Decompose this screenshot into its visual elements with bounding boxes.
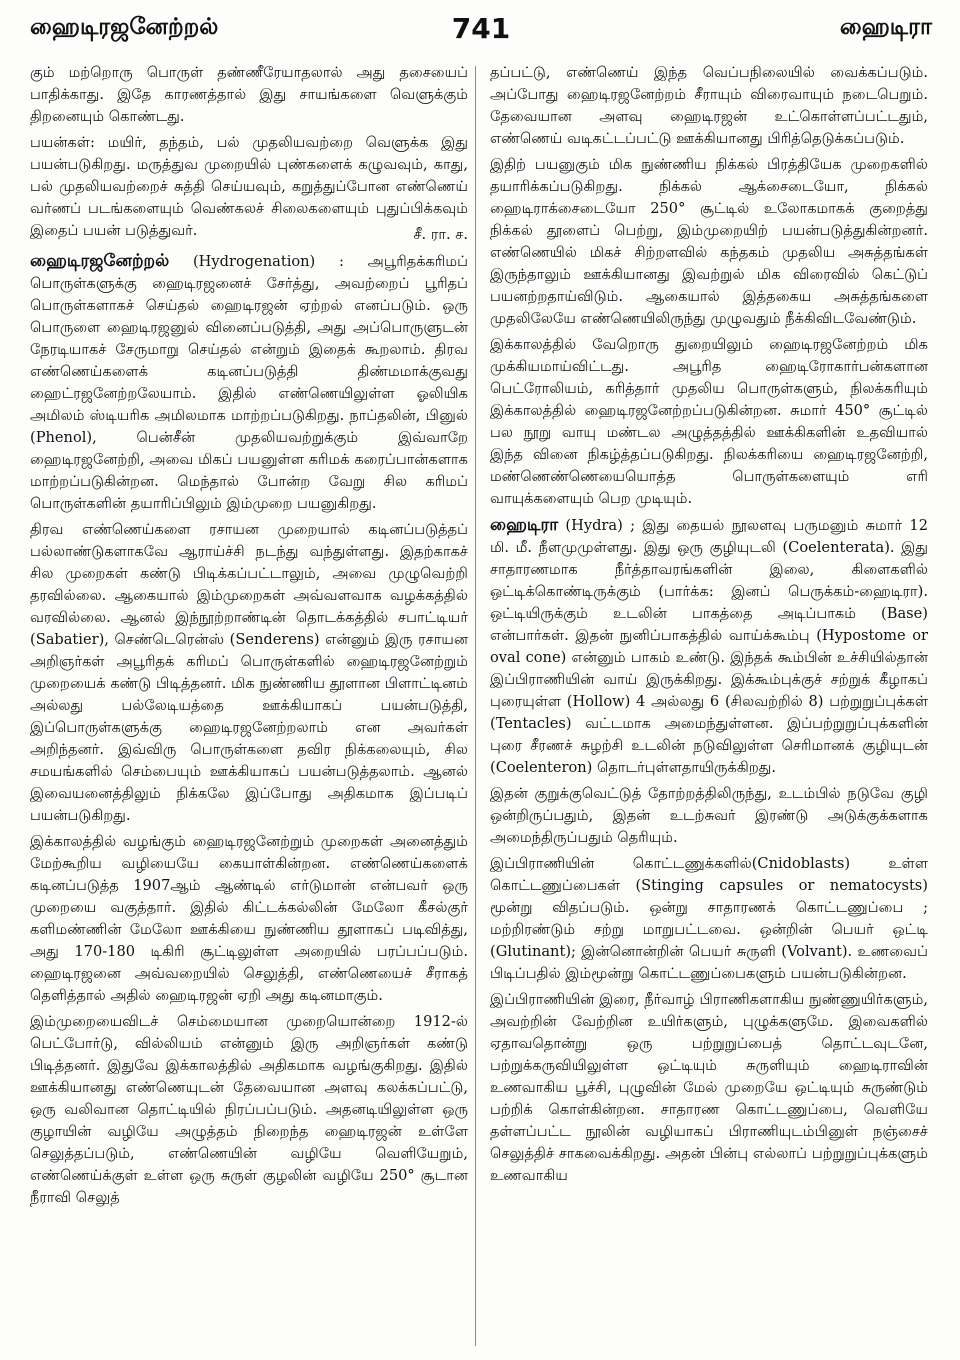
- entry-headword: ஹைடிரா: [490, 515, 559, 535]
- paragraph: இதிற் பயனுகும் மிக நுண்ணிய நிக்கல் பிரத்தியேக முறைகளில் தயாரிக்கப்படுகிறது. நிக்கல் ஆக்சைடையோ, நிக்கல் ஹைடிராக்சைடையோ 250° சூட்டில் உலோகமாகக் குறைத்து நிக்கல் தூளைப் பெற்று, இம்முறையிற் பயன்படுத்துகின்றனர். எண்ணெயில் மிகச் சிற்றளவில் கந்தகம் முதலிய அசுத்தங்கள் இருந்தாலும் ஊக்கியானது இவற்றுல் மிக விரைவில் கெட்டுப் பயனற்றதாய்விடும். ஆகையால் இத்தகைய அசுத்தங்களை முதலிலேயே எண்ணெயிலிருந்து முழுவதும் நீக்கிவிடவேண்டும்.: [490, 156, 928, 327]
- page-header: [30, 14, 932, 48]
- paragraph: கும் மற்றொரு பொருள் தண்ணீரேயாதலால் அது தசையைப் பாதிக்காது. இதே காரணத்தால் இது சாயங்களை வெளுக்கும் திறனையும் கொண்டது.: [30, 64, 468, 125]
- paragraph: தப்பட்டு, எண்ணெய் இந்த வெப்பநிலையில் வைக்கப்படும். அப்போது ஹைடிரஜனேற்றம் சீராயும் விரைவாயும் நடைபெறும். தேவையான அளவு ஹைடிரஜன் உட்கொள்ளப்பட்டதும், எண்ணெய் வடிகட்டப்பட்டு ஊக்கியானது பிரித்தெடுக்கப்படும்.: [490, 64, 928, 147]
- paragraph: இதன் குறுக்குவெட்டுத் தோற்றத்திலிருந்து, உடம்பில் நடுவே குழி ஒன்றிருப்பதும், இதன் உடற்சுவர் இரண்டு அடுக்குக்களாக அமைந்திருப்பதும் தெரியும்.: [490, 785, 928, 846]
- running-head-left: ஹைடிரஜனேற்றல்: [30, 14, 219, 40]
- entry-headword: ஹைடிரஜனேற்றல்: [30, 251, 170, 271]
- entry-text: இது தையல் நூலளவு பருமனும் சுமார் 12 மி. மீ. நீளமுமுள்ளது. இது ஒரு குழியுடலி (Coelenterata). இது சாதாரணமாக நீர்த்தாவரங்களின் இலை, கிளைகளில் ஒட்டிக்கொண்டிருக்கும் (பார்க்க: இனப் பெருக்கம்-ஹைடிரா). ஒட்டியிருக்கும் உடலின் பாகத்தை அடிப்பாகம் (Base) என்பார்கள். இதன் நுனிப்பாகத்தில் வாய்க்கூம்பு (Hypostome or oval cone) என்னும் பாகம் உண்டு. இந்தக் கூம்பின் உச்சியில்தான் இப்பிராணியின் வாய் இருக்கிறது. இக்கூம்புக்குச் சற்றுக் கீழாகப் புரையுள்ள (Hollow) 4 அல்லது 6 (சிலவற்றில் 8) பற்றுறுப்புக்கள் (Tentacles) வட்டமாக அமைந்துள்ளன. இப்பற்றுறுப்புக்களின் புரை சீரணச் சுழற்சி உடலின் நடுவிலுள்ள செரிமானக் குழியுடன் (Coelenteron) தொடர்புள்ளதாயிருக்கிறது.: [490, 517, 928, 776]
- author-initials: சீ. ரா. ச.: [413, 226, 468, 243]
- entry-headword-english: (Hydrogenation) :: [192, 253, 344, 270]
- paragraph: இக்காலத்தில் வேறொரு துறையிலும் ஹைடிரஜனேற்றம் மிக முக்கியமாய்விட்டது. அபூரித ஹைடிரோகார்பன்களான பெட்ரோலியம், கரித்தார் முதலிய பொருள்களும், நிலக்கரியும் இக்காலத்தில் ஹைடிரஜனேற்றப்படுகின்றன. சுமார் 450° சூட்டில் பல நூறு வாயு மண்டல அழுத்தத்தில் ஊக்கிகளின் உதவியால் இந்த வினை நிகழ்த்தப்படுகிறது. நிலக்கரியை ஹைடிரஜனேற்றி, மண்ணெண்ணெயையொத்த பொருள்களையும் எரி வாயுக்களையும் பெற முடியும்.: [490, 336, 928, 507]
- entry-paragraph: [30, 250, 468, 515]
- paragraph: இம்முறையைவிடச் செம்மையான முறையொன்றை 1912-ல் பெட்போர்டு, வில்லியம் என்னும் இரு அறிஞர்கள் கண்டு பிடித்தனர். இதுவே இக்காலத்தில் அதிகமாக வழங்குகிறது. இதில் ஊக்கியானது எண்ணெயுடன் தேவையான அளவு கலக்கப்பட்டு, ஒரு வலிவான தொட்டியில் நிரப்பப்படும். அதனடியிலுள்ள ஒரு குழாயின் வழியே அழுத்தம் நிறைந்த ஹைடிரஜன் உள்ளே செலுத்தப்படும், எண்ணெயின் வழியே வெளியேறும், எண்ணெய்க்குள் உள்ள ஒரு சுருள் குழலின் வழியே 250° சூடான நீராவி செலுத்: [30, 1013, 468, 1206]
- page-number: 741: [451, 12, 511, 45]
- right-column: [490, 62, 928, 1350]
- column-divider: [475, 66, 476, 1346]
- paragraph: இக்காலத்தில் வழங்கும் ஹைடிரஜனேற்றும் முறைகள் அனைத்தும் மேற்கூறிய வழியையே கையாள்கின்றன. எண்ணெய்களைக் கடினப்படுத்த 1907ஆம் ஆண்டில் எர்டுமான் என்பவர் ஒரு முறையை வகுத்தார். இதில் கிட்டக்கல்லின் மேலோ கீசல்குர் களிமண்ணின் மேலோ ஊக்கியை நுண்ணிய தூளாகப் படிவித்து, அது 170-180 டிகிரி சூட்டிலுள்ள அறையில் பரப்பப்படும். ஹைடிரஜனை அவ்வறையில் செலுத்தி, எண்ணெயைச் சீராகத் தெளித்தால் அதில் ஹைடிரஜன் ஏறி அது கடினமாகும்.: [30, 833, 468, 1004]
- paragraph: இப்பிராணியின் கொட்டணுக்களில்(Cnidoblasts) உள்ள கொட்டணுப்பைகள் (Stinging capsules or nematocysts) மூன்று விதப்படும். ஒன்று சாதாரணக் கொட்டணுப்பை ; மற்றிரண்டும் சற்று மாறுபட்டவை. ஒன்றின் பெயர் ஒட்டி (Glutinant); இன்னொன்றின் பெயர் சுருளி (Volvant). உணவைப் பிடிப்பதில் இம்மூன்று கொட்டணுப்பைகளும் பயன்படுகின்றன.: [490, 855, 928, 982]
- entry-headword-english: (Hydra) ;: [565, 517, 636, 534]
- left-column: [30, 62, 468, 1350]
- entry-text: அபூரிதக்கரிமப் பொருள்களுக்கு ஹைடிரஜனைச் சேர்த்து, அவற்றைப் பூரிதப் பொருள்களாகச் செய்தல் ஹைடிரஜன் ஏற்றல் எனப்படும். ஒரு பொருளை ஹைடிரஜனுல் வினைப்படுத்தி, அது அப்பொருளுடன் நேரடியாகச் சேருமாறு செய்தல் என்றும் இதைக் கூறலாம். திரவ எண்ணெய்களைக் கடினப்படுத்தி திண்மமாக்குவது ஹைட்ரஜனேற்றலேயாம். இதில் எண்ணெயிலுள்ள ஓலியிக அமிலம் ஸ்டியரிக அமிலமாக மாற்றப்படுகிறது. நாப்தலின், பினுல் (Phenol), பென்சீன் முதலியவற்றுக்கும் இவ்வாறே ஹைடிரஜனேற்றி, அவை மிகப் பயனுள்ள கரிமக் கரைப்பான்களாக மாற்றப்படுகின்றன. மெந்தால் போன்ற வேறு சில கரிமப் பொருள்களின் தயாரிப்பிலும் இம்முறை பயனுகிறது.: [30, 253, 468, 512]
- entry-paragraph: [490, 514, 928, 779]
- running-head-right: ஹைடிரா: [839, 14, 932, 40]
- paragraph: திரவ எண்ணெய்களை ரசாயன முறையால் கடினப்படுத்தப் பல்லாண்டுகளாகவே ஆராய்ச்சி நடந்து வந்துள்ளது. இதற்காகச் சில முறைகள் கண்டு பிடிக்கப்பட்டாலும், அவை முழுவெற்றி தரவில்லை. ஆகையால் இம்முறைகள் அவ்வளவாக வழக்கத்தில் வரவில்லை. ஆனல் இந்நூற்றாண்டின் தொடக்கத்தில் சபாட்டியர் (Sabatier), செண்டெரென்ஸ் (Senderens) என்னும் இரு ரசாயன அறிஞர்கள் அபூரிதக் கரிமப் பொருள்களில் ஹைடிரஜனேற்றும் முறையைக் கண்டு பிடித்தனர். மிக நுண்ணிய தூளான பிளாட்டினம் அல்லது பல்லேடியத்தை ஊக்கியாகப் பயன்படுத்தி, இப்பொருள்களுக்கு ஹைடிரஜனேற்றலாம் என அவர்கள் அறிந்தனர். இவ்விரு பொருள்களை தவிர நிக்கலையும், சில சமயங்களில் செம்பையும் ஊக்கியாகப் பயன்படுத்தலாம். ஆனல் இவையனைத்திலும் நிக்கலே இப்போது அதிகமாக இப்படிப் பயன்படுகிறது.: [30, 521, 468, 824]
- paragraph: பயன்கள்: மயிர், தந்தம், பல் முதலியவற்றை வெளுக்க இது பயன்படுகிறது. மருத்துவ முறையில் புண்களைக் கழுவவும், காது, பல் முதலியவற்றைச் சுத்தி செய்யவும், கறுத்துப்போன எண்ணெய் வர்ணப் படங்களையும் வெண்கலச் சிலைகளையும் புதுப்பிக்கவும் இதைப் பயன் படுத்துவர்.: [30, 134, 468, 239]
- paragraph: இப்பிராணியின் இரை, நீர்வாழ் பிராணிகளாகிய நுண்ணுயிர்களும், அவற்றின் வேற்றின உயிர்களும், புழுக்களுமே. இவைகளில் ஏதாவதொன்று ஒரு பற்றுறுப்பைத் தொட்டவுடனே, பற்றுக்கருவியிலுள்ள ஒட்டியும் சுருளியும் ஹைடிராவின் உணவாகிய பூச்சி, புழுவின் மேல் முறையே ஒட்டியும் சுருண்டும் பற்றிக் கொள்கின்றன. சாதாரண கொட்டணுப்பை, வெளியே தள்ளப்பட்ட நூலின் வழியாகப் பிராணியுடம்பினுள் நஞ்சைச் செலுத்திச் சாகவைக்கிறது. அதன் பின்பு எல்லாப் பற்றுறுப்புக்களும் உணவாகிய: [490, 991, 928, 1184]
